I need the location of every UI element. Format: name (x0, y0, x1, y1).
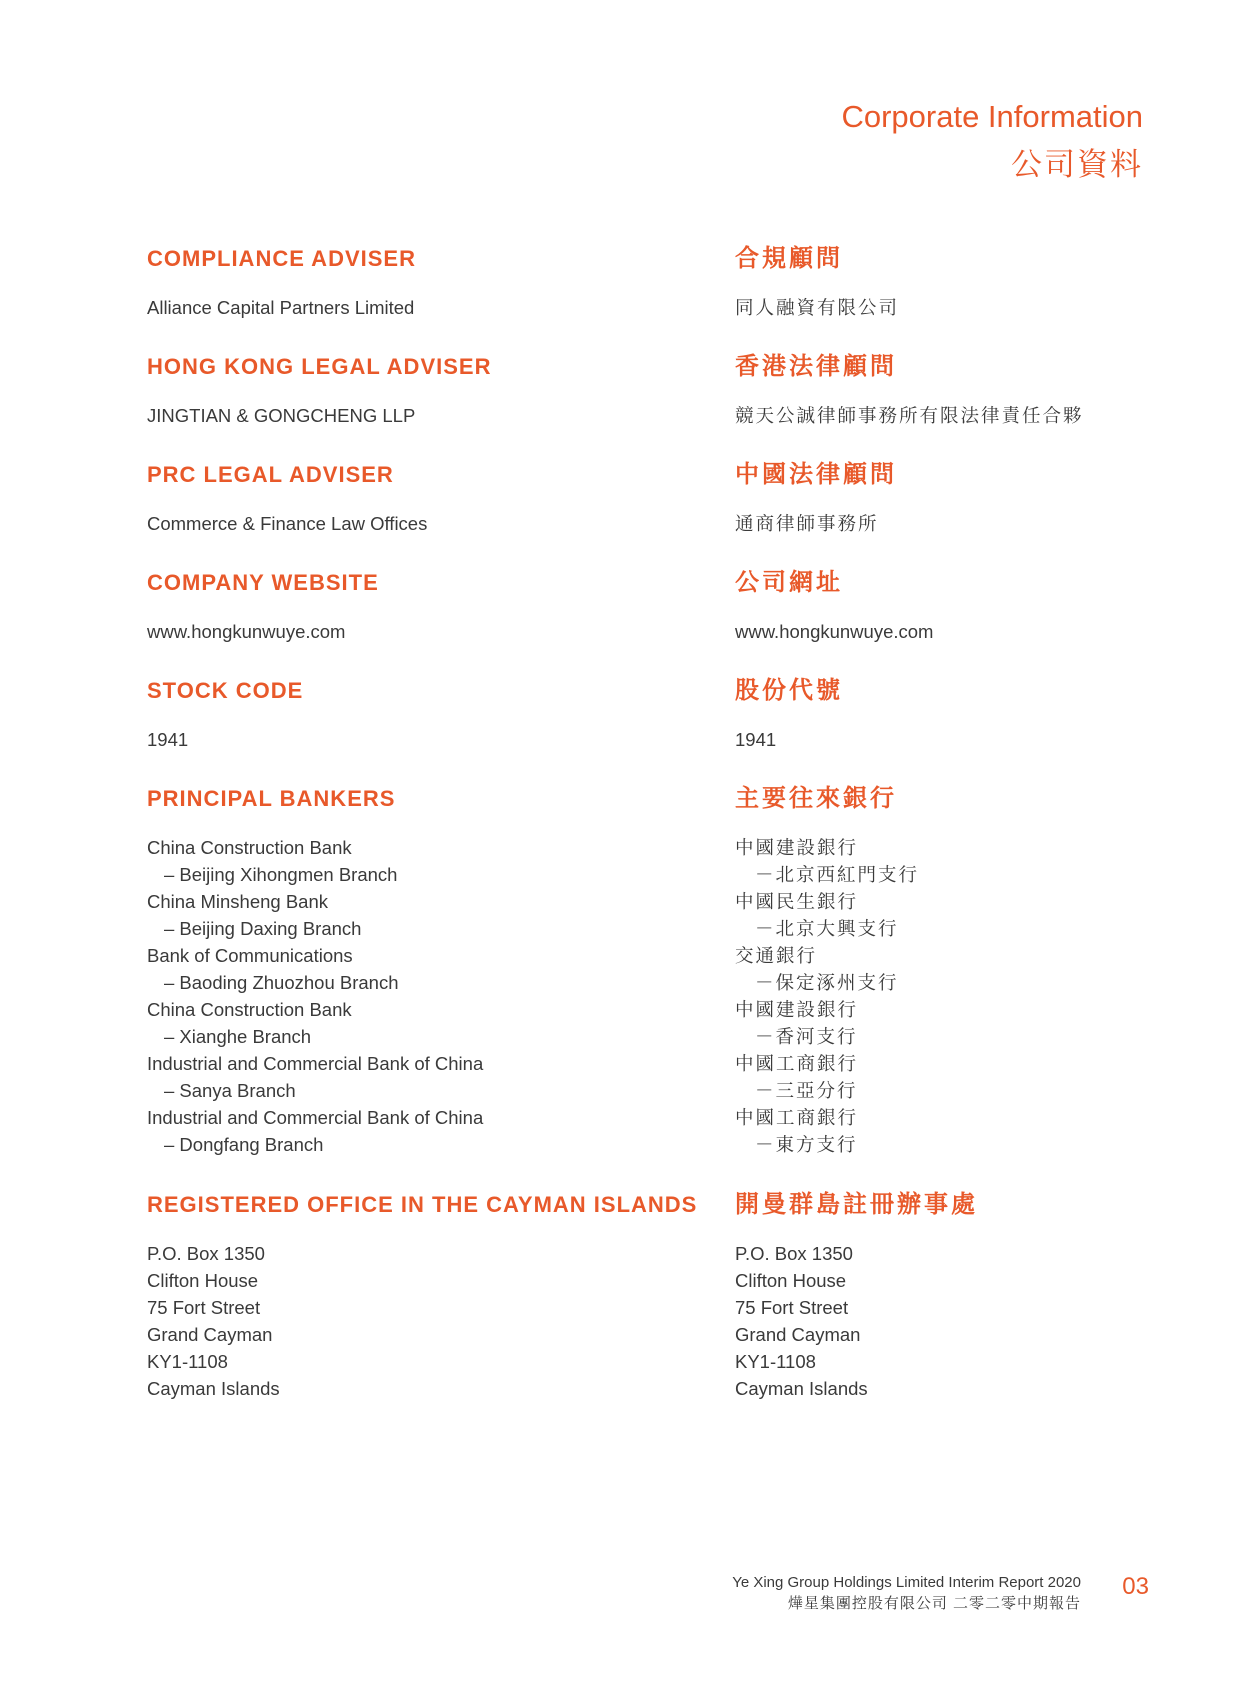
bank-branch: －北京西紅門支行 (755, 864, 920, 885)
section-body (735, 402, 1241, 429)
section-heading: 中國法律顧問 (735, 461, 897, 488)
website-link[interactable]: www.hongkunwuye.com (147, 621, 346, 642)
section-heading: PRINCIPAL BANKERS (147, 786, 396, 811)
footer-report-title-zh: 燁星集團控股有限公司 二零二零中期報告 (787, 1595, 1081, 1612)
section-body (147, 1240, 707, 1402)
footer-report-title-en: Ye Xing Group Holdings Limited Interim Report 2020 (732, 1574, 1081, 1591)
section-principal-bankers-zh (735, 784, 1241, 1158)
section-company-website-zh (735, 568, 1241, 645)
bank-branch: －東方支行 (755, 1134, 858, 1155)
address-line: Cayman Islands (147, 1378, 280, 1399)
section-body (735, 294, 1241, 321)
page-title-zh: 公司資料 (1011, 147, 1143, 182)
bank-name: 中國工商銀行 (735, 1107, 859, 1128)
section-heading: HONG KONG LEGAL ADVISER (147, 354, 492, 379)
address-line: P.O. Box 1350 (735, 1243, 853, 1264)
address-line: Grand Cayman (147, 1324, 273, 1345)
body-line: 競天公誠律師事務所有限法律責任合夥 (735, 405, 1084, 426)
section-registered-office-en (147, 1190, 707, 1402)
address-line: Clifton House (147, 1270, 259, 1291)
section-heading: 公司網址 (735, 569, 843, 596)
body-line: Alliance Capital Partners Limited (147, 297, 415, 318)
bank-name: 中國工商銀行 (735, 1053, 859, 1074)
section-heading: STOCK CODE (147, 678, 304, 703)
bank-name: China Minsheng Bank (147, 891, 328, 912)
body-line: JINGTIAN & GONGCHENG LLP (147, 405, 416, 426)
section-body (735, 618, 1241, 645)
section-prc-legal-adviser-en (147, 460, 707, 537)
section-body (735, 510, 1241, 537)
bank-name: 中國民生銀行 (735, 891, 859, 912)
section-compliance-adviser-zh (735, 244, 1241, 321)
bank-branch: – Sanya Branch (164, 1080, 296, 1101)
bank-name: 中國建設銀行 (735, 999, 859, 1020)
address-line: Clifton House (735, 1270, 847, 1291)
section-hk-legal-adviser-en (147, 352, 707, 429)
bank-name: China Construction Bank (147, 837, 352, 858)
section-compliance-adviser-en (147, 244, 707, 321)
body-line: 同人融資有限公司 (735, 297, 900, 318)
body-line: Commerce & Finance Law Offices (147, 513, 428, 534)
website-link[interactable]: www.hongkunwuye.com (735, 621, 934, 642)
section-heading: REGISTERED OFFICE IN THE CAYMAN ISLANDS (147, 1192, 698, 1217)
section-hk-legal-adviser-zh (735, 352, 1241, 429)
address-line: Grand Cayman (735, 1324, 861, 1345)
bank-branch: – Baoding Zhuozhou Branch (164, 972, 399, 993)
section-stock-code-en (147, 676, 707, 753)
section-heading: 主要往來銀行 (735, 785, 897, 812)
page-footer (732, 1572, 1081, 1614)
section-stock-code-zh (735, 676, 1241, 753)
page-title-en: Corporate Information (841, 99, 1143, 134)
section-body (735, 834, 1241, 1158)
bank-branch: – Beijing Xihongmen Branch (164, 864, 398, 885)
page-number: 03 (1122, 1573, 1149, 1600)
section-principal-bankers-en (147, 784, 707, 1158)
bank-branch: －三亞分行 (755, 1080, 858, 1101)
section-body (147, 510, 707, 537)
bank-branch: – Xianghe Branch (164, 1026, 312, 1047)
section-prc-legal-adviser-zh (735, 460, 1241, 537)
section-body (147, 618, 707, 645)
bank-name: Bank of Communications (147, 945, 353, 966)
section-body (735, 1240, 1241, 1402)
address-line: 75 Fort Street (735, 1297, 849, 1318)
address-line: Cayman Islands (735, 1378, 868, 1399)
section-body (147, 402, 707, 429)
section-heading: 合規顧問 (735, 245, 843, 272)
bank-name: Industrial and Commercial Bank of China (147, 1107, 484, 1128)
section-body (735, 726, 1241, 753)
bank-branch: – Dongfang Branch (164, 1134, 324, 1155)
bank-name: 中國建設銀行 (735, 837, 859, 858)
page-header (841, 93, 1143, 189)
section-body (147, 834, 707, 1158)
section-registered-office-zh (735, 1190, 1241, 1402)
bank-branch: －北京大興支行 (755, 918, 899, 939)
body-line: 1941 (735, 729, 777, 750)
section-heading: 股份代號 (735, 677, 843, 704)
section-company-website-en (147, 568, 707, 645)
bank-branch: – Beijing Daxing Branch (164, 918, 362, 939)
section-heading: COMPLIANCE ADVISER (147, 246, 416, 271)
section-body (147, 726, 707, 753)
section-heading: 開曼群島註冊辦事處 (735, 1191, 978, 1218)
section-heading: COMPANY WEBSITE (147, 570, 379, 595)
address-line: 75 Fort Street (147, 1297, 261, 1318)
bank-branch: －香河支行 (755, 1026, 858, 1047)
body-line: 1941 (147, 729, 189, 750)
address-line: P.O. Box 1350 (147, 1243, 265, 1264)
bank-name: 交通銀行 (735, 945, 818, 966)
section-body (147, 294, 707, 321)
section-heading: PRC LEGAL ADVISER (147, 462, 394, 487)
address-line: KY1-1108 (147, 1351, 228, 1372)
address-line: KY1-1108 (735, 1351, 816, 1372)
section-heading: 香港法律顧問 (735, 353, 897, 380)
bank-name: Industrial and Commercial Bank of China (147, 1053, 484, 1074)
bank-branch: －保定涿州支行 (755, 972, 899, 993)
bank-name: China Construction Bank (147, 999, 352, 1020)
body-line: 通商律師事務所 (735, 513, 879, 534)
